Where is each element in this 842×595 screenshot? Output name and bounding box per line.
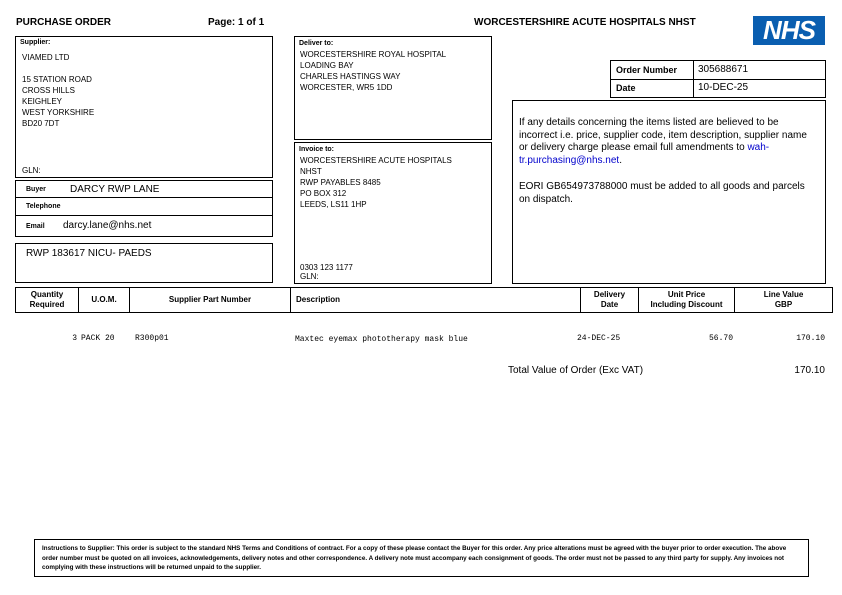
purchasing-email-link[interactable]: wah-tr.purchasing@nhs.net	[519, 142, 770, 166]
telephone-separator	[16, 215, 272, 216]
deliver-to-box	[294, 36, 492, 140]
instructions-box	[34, 539, 809, 577]
col-header-line: Including Discount	[650, 300, 723, 309]
supplier-line: 15 STATION ROAD	[22, 75, 92, 84]
order-info-separator	[611, 79, 825, 80]
col-divider	[290, 288, 291, 312]
notice-email-suffix: .	[619, 154, 622, 166]
total-value: 170.10	[794, 365, 825, 376]
order-reference: RWP 183617 NICU- PAEDS	[26, 248, 152, 259]
telephone-label: Telephone	[26, 203, 61, 210]
col-header-quantity	[16, 290, 78, 310]
col-header-line: Required	[29, 300, 65, 309]
buyer-separator	[16, 197, 272, 198]
deliver-line: CHARLES HASTINGS WAY	[300, 72, 401, 81]
document-title: PURCHASE ORDER	[16, 17, 112, 28]
col-header-description: Description	[296, 295, 341, 304]
col-header-delivery-date	[581, 290, 638, 310]
row-uom: PACK 20	[81, 334, 115, 343]
nhs-logo: NHS	[753, 16, 825, 45]
row-unit-price: 56.70	[708, 334, 733, 343]
supplier-box	[15, 36, 273, 178]
order-date: 10-DEC-25	[698, 82, 749, 93]
invoice-gln-label: GLN:	[300, 272, 319, 281]
organisation-name: WORCESTERSHIRE ACUTE HOSPITALS NHST	[474, 17, 696, 28]
deliver-to-address	[300, 49, 446, 93]
order-number: 305688671	[698, 64, 749, 75]
row-part-number: R300p01	[135, 334, 169, 343]
email-label: Email	[26, 223, 45, 230]
col-header-line: GBP	[774, 300, 793, 309]
invoice-line: NHST	[300, 167, 322, 176]
col-header-line: Date	[600, 300, 619, 309]
deliver-line: WORCESTER, WR5 1DD	[300, 83, 393, 92]
buyer-name: DARCY RWP LANE	[70, 184, 160, 195]
table-row	[15, 334, 833, 346]
eori-notice: EORI GB654973788000 must be added to all goods and parcels on dispatch.	[519, 181, 805, 205]
col-header-line: Line Value	[763, 290, 804, 299]
invoice-line: RWP PAYABLES 8485	[300, 178, 381, 187]
order-info-box	[610, 60, 826, 98]
supplier-line: CROSS HILLS	[22, 86, 75, 95]
supplier-instructions: Instructions to Supplier: This order is subject to the standard NHS Terms and Conditions of contract. For a copy of these please contact the Buyer for this order. Any price alterations must be agreed with the buyer prior to order execution. The above order number must be quoted on all invoices, acknowledgements, delivery notes and other correspondence. A delivery note must accompany each consignment of goods. The order must not be passed to any third party for supply. Any invoices not complying with these instructions will be returned unpaid to the supplier.	[42, 545, 787, 571]
col-header-part-number: Supplier Part Number	[168, 295, 252, 304]
invoice-line: WORCESTERSHIRE ACUTE HOSPITALS	[300, 156, 452, 165]
buyer-email: darcy.lane@nhs.net	[63, 220, 152, 231]
row-line-value: 170.10	[796, 334, 825, 343]
row-quantity: 3	[72, 334, 77, 343]
order-date-label: Date	[616, 83, 636, 93]
supplier-address	[22, 52, 94, 129]
invoice-phone: 0303 123 1177	[300, 263, 353, 272]
page-number: Page: 1 of 1	[208, 17, 265, 28]
invoice-to-address	[300, 155, 452, 210]
deliver-to-label: Deliver to:	[299, 40, 334, 47]
col-header-line: Delivery	[593, 290, 626, 299]
supplier-line: KEIGHLEY	[22, 97, 63, 106]
deliver-line: LOADING BAY	[300, 61, 354, 70]
supplier-line	[22, 63, 94, 74]
buyer-box	[15, 180, 273, 237]
invoice-line: LEEDS, LS11 1HP	[300, 200, 367, 209]
order-number-label: Order Number	[616, 65, 678, 75]
table-header	[15, 287, 833, 313]
col-header-line: Unit Price	[667, 290, 706, 299]
supplier-gln-label: GLN:	[22, 166, 41, 175]
supplier-line: WEST YORKSHIRE	[22, 108, 95, 117]
col-header-line-value	[735, 290, 832, 310]
notice-box	[512, 100, 826, 284]
buyer-label: Buyer	[26, 186, 46, 193]
col-header-unit-price	[639, 290, 734, 310]
row-delivery-date: 24-DEC-25	[577, 334, 621, 343]
reference-box	[15, 243, 273, 283]
supplier-line: BD20 7DT	[22, 119, 60, 128]
supplier-label: Supplier:	[20, 39, 51, 46]
total-label: Total Value of Order (Exc VAT)	[508, 365, 644, 376]
deliver-line: WORCESTERSHIRE ROYAL HOSPITAL	[300, 50, 447, 59]
notice-message: If any details concerning the items listed are believed to be incorrect i.e. price, supplier code, item description, supplier name or delivery charge please email full amendments to	[519, 117, 807, 153]
invoice-to-label: Invoice to:	[299, 146, 335, 153]
col-header-uom: U.O.M.	[91, 295, 117, 304]
supplier-line: VIAMED LTD	[22, 53, 70, 62]
notice-text	[519, 117, 815, 167]
row-description: Maxtec eyemax phototherapy mask blue	[295, 335, 468, 344]
col-header-line: Quantity	[30, 290, 64, 299]
invoice-to-box	[294, 142, 492, 284]
invoice-line: PO BOX 312	[300, 189, 347, 198]
